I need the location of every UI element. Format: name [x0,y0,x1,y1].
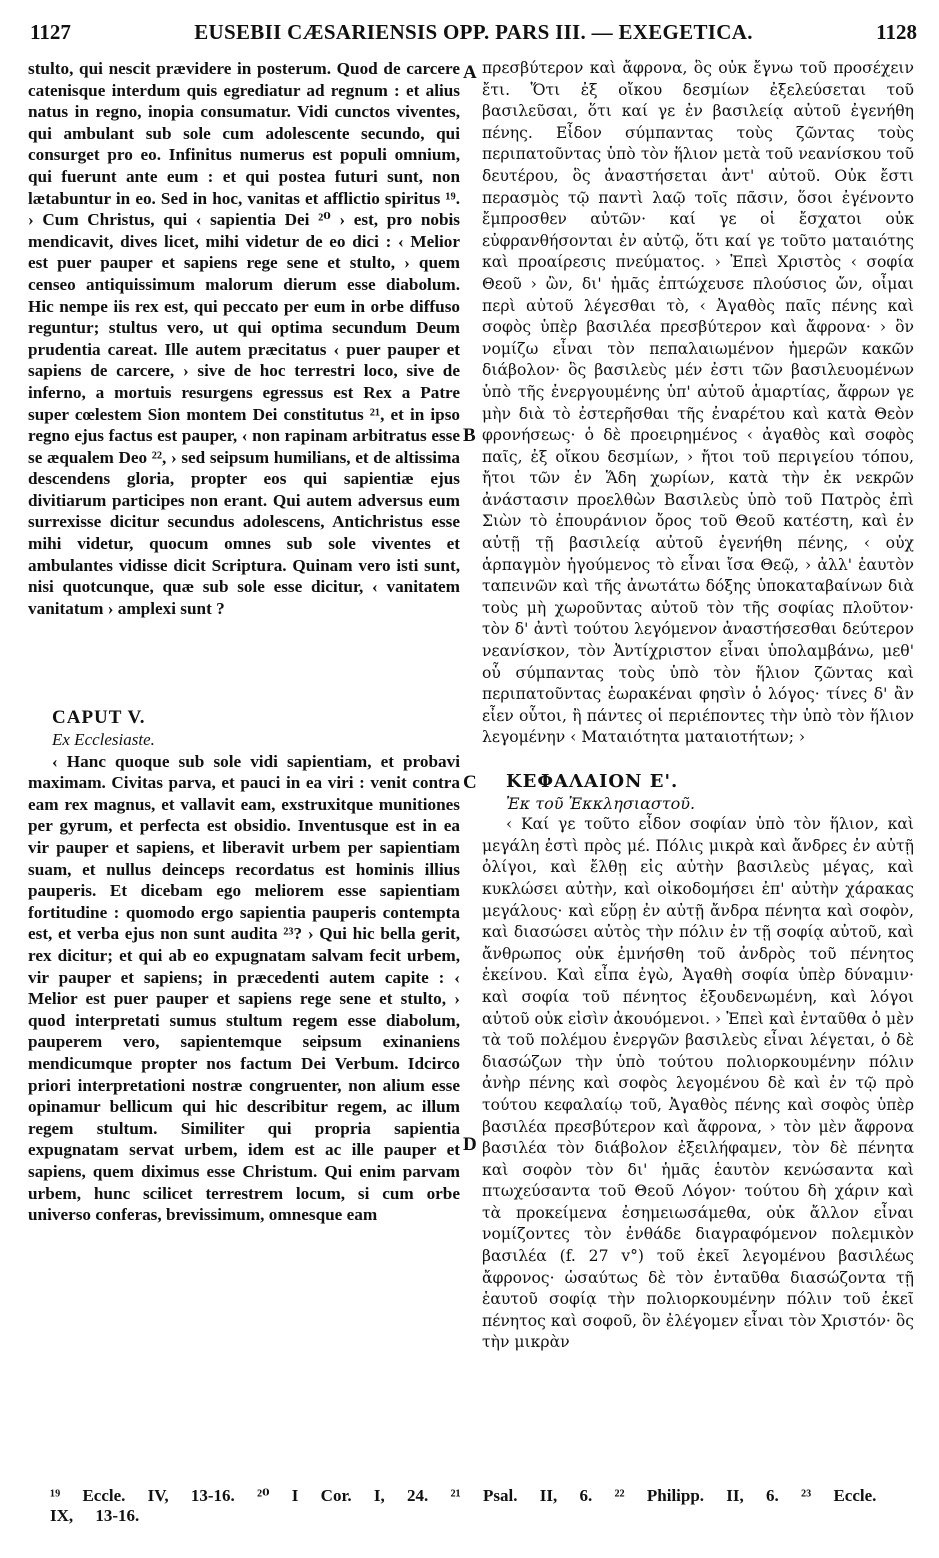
footnotes: ¹⁹ Eccle. IV, 13-16. ²⁰ I Cor. I, 24. ²¹ Psal. II, 6. ²² Philipp. II, 6. ²³ Eccle. IX, 13-16. [50,1486,877,1525]
latin-spacer [28,619,460,707]
page-number-left: 1127 [30,20,71,44]
margin-marker-c: C [463,772,477,793]
greek-paragraph-2: ‹ Καί γε τοῦτο εἶδον σοφίαν ὑπὸ τὸν ἥλιον, καὶ μεγάλη ἐστὶ πρὸς μέ. Πόλις μικρὰ καὶ ἄνδρες ἐν αὐτῇ ὀλίγοι, καὶ ἔλθῃ εἰς αὐτὴν βασιλεὺς μέγας, καὶ κυκλώσει αὐτὴν, καὶ οἰκοδομήσει ἐπ' αὐτὴν χάρακας μεγάλους· καὶ εὕρῃ ἐν αὐτῇ ἄνδρα πένητα καὶ σοφὸν, καὶ διασώσει αὐτὸς τὴν πόλιν ἐν τῇ σοφίᾳ αὐτοῦ, καὶ ἄνθρωπος οὐκ ἐμνήσθη τοῦ ἀνδρὸς τοῦ πένητος ἐκείνου. Καὶ εἶπα ἐγὼ, Ἀγαθὴ σοφία ὑπὲρ δύναμιν· καὶ σοφία τοῦ πένητος ἐξουδενωμένη, καὶ λόγοι αὐτοῦ οὐκ εἰσὶν ἀκουόμενοι. › Ἐπεὶ καὶ ἐνταῦθα ὁ μὲν τὰ τοῦ πολέμου ἐνεργῶν βασιλεὺς εἶναι λέγεται, ὁ δὲ διασώζων τὴν ὑπὸ τούτου πολιορκουμένην πόλιν ἀνὴρ πένης καὶ σοφὸς λεγομένου δὲ καὶ ἐν τῷ πρὸ τούτου κεφαλαίῳ τοῦ, Ἀγαθὸς πένης καὶ σοφὸς ὑπὲρ βασιλέα πρεσβύτερον καὶ ἄφρονα, › τὸν μὲν ἄφρονα βασιλέα τὸν διάβολον ἐξειλήφαμεν, τὸν δὲ πένητα καὶ σοφὸν τὸν δι' ἡμᾶς ἑαυτὸν κενώσαντα καὶ πτωχεύσαντα τοῦ Θεοῦ Λόγον· τούτου δὴ χάριν καὶ τὰ προκείμενα ἐσημειωσάμεθα, οὐκ ἄλλον εἶναι νομίζοντες τὸν ἐνθάδε διαγραφόμενον πολεμικὸν βασιλέα (f. 27 v°) τοῦ ἐκεῖ λεγομένου βασιλέως ἄφρονος· ὡσαύτως δὲ τὸν ἐνταῦθα διασώζοντα τῇ ἑαυτοῦ σοφίᾳ τὴν πολιορκουμένην πόλιν τοῦ ἐκεῖ πένητος καὶ σοφοῦ, ὃν ἐλέγομεν εἶναι τὸν Χριστόν· ὃς τὴν μικρὰν [482,815,914,1352]
greek-spacer [482,749,914,771]
latin-column [28,58,460,1226]
greek-column [482,58,914,1354]
page-header [30,20,917,50]
latin-paragraph-1: stulto, qui nescit prævidere in posterum. Quod de carcere catenisque interdum quis egrediatur ad regnum : et alius natus in regno, inopia consumatur. Vidi cunctos viventes, qui ambulant sub sole cum adolescente secundo, qui consurget pro eo. Infinitus numerus est populi omnium, qui fuerunt ante eum : et qui postea futuri sunt, non lætabuntur in eo. Sed in hoc, vanitas et afflictio spiritus ¹⁹. › Cum Christus, qui ‹ sapientia Dei ²⁰ › est, pro nobis mendicavit, dives licet, mihi videtur de eo dici : ‹ Melior est puer pauper et sapiens rege sene et stulto, › quem censeo antiquissimum malorum dierum esse diabolum. Hic nempe iis rex est, qui peccato per eum in orbe diffuso reguntur; stultus vero, ut qui optima secundum Deum prudentia careat. Ille autem præcitatus ‹ puer pauper et sapiens de carcere, › sive de hoc terrestri loco, sive de inferno, a mortuis resurgens egressus est Rex a Patre super cœlestem Sion montem Dei constitutus ²¹, et in ipso regno ejus factus est pauper, ‹ non rapinam arbitratus esse se æqualem Deo ²², › sed seipsum humilians, et de altissima descendens gloria, propter eos qui sapientiæ ejus divitiarum participes non erant. Qui autem adversus eum surrexisse dicitur secundus adolescens, Antichristus esse mihi videtur, quocum omnes sub sole viventes et ambulantes vidisse dicit Scriptura. Quinam vero isti sunt, nisi quotcunque, quæ sub sole esse dicitur, ‹ vanitatem vanitatum › amplexi sunt ? [28,59,460,618]
latin-chapter-subtitle: Ex Ecclesiaste. [52,730,155,750]
page-number-right: 1128 [876,20,917,44]
greek-paragraph-1: πρεσβύτερον καὶ ἄφρονα, ὃς οὐκ ἔγνω τοῦ προσέχειν ἔτι. Ὅτι ἐξ οἴκου δεσμίων ἐξελεύσεται τοῦ βασιλεῦσαι, ὅτι καί γε ἐν βασιλείᾳ αὐτοῦ ἐγενήθη πένης. Εἶδον σύμπαντας τοὺς ζῶντας τοὺς περιπατοῦντας ὑπὸ τὸν ἥλιον μετὰ τοῦ νεανίσκου τοῦ δευτέρου, ὃς ἀναστήσεται ἀντ' αὐτοῦ. Οὐκ ἔστι περασμὸς τῷ παντὶ λαῷ τοῖς πᾶσιν, ὅσοι ἐγένοντο ἔμπροσθεν αὐτῶν· καί γε οἱ ἔσχατοι οὐκ εὐφρανθήσονται ἐν αὐτῷ, ὅτι καί γε τοῦτο ματαιότης καὶ προαίρεσις πνεύματος. › Ἐπεὶ Χριστὸς ‹ σοφία Θεοῦ › ὢν, δι' ἡμᾶς ἐπτώχευσε πλούσιος ὤν, οἶμαι περὶ αὐτοῦ λέγεσθαι τὸ, ‹ Ἀγαθὸς παῖς πένης καὶ σοφὸς ὑπὲρ βασιλέα πρεσβύτερον καὶ ἄφρονα· › ὃν νομίζω εἶναι τὸν πεπαλαιωμένον ἡμερῶν κακῶν διάβολον· ὃς βασιλεὺς μέν ἐστι τῶν βασιλευομένων ὑπὸ τῆς ἐνεργουμένης ὑπ' αὐτοῦ ἁμαρτίας, ἄφρων γε μὴν διὰ τὸ ἐστερῆσθαι τῆς ἐναρέτου καὶ κατὰ Θεὸν φρονήσεως· ὁ δὲ προειρημένος ‹ ἀγαθὸς καὶ σοφὸς παῖς, ἐξ οἴκου δεσμίων, › ἤτοι τοῦ περιγείου τόπου, ἤτοι τῶν ἐν Ἅδη χωρίων, κατὰ τὴν ἐκ νεκρῶν ἀνάστασιν προελθὼν Βασιλεὺς ὑπὸ τοῦ Πατρὸς ἐπὶ Σιὼν τὸ ἐπουράνιον ὄρος τοῦ Θεοῦ κατέστη, καὶ ἐν αὐτῇ τῇ βασιλείᾳ αὐτοῦ ἐγενήθη πένης, ‹ οὐχ ἁρπαγμὸν ἡγούμενος τὸ εἶναι ἴσα Θεῷ, › ἀλλ' ἑαυτὸν ταπεινῶν καὶ τῆς ἀνωτάτω δόξης ὑποκαταβαίνων διὰ τοὺς μὴ χωροῦντας αὐτοῦ τὸν τῆς σοφίας πλοῦτον· τὸν δ' ἀντὶ τούτου λεγόμενον ἀναστήσεσθαι δεύτερον νεανίσκον, τὸν Ἀντίχριστον εἶναι ὑπολαμβάνω, μεθ' οὗ σύμπαντας τοὺς ὑπὸ τὸν ἥλιον ζῶντας καὶ περιπατοῦντας ἑωρακέναι φησὶν ὁ λόγος· τίνες δ' ἂν εἶεν οὗτοι, ἢ πάντες οἱ περιέποντες τὴν ὑπὸ τὸν ἥλιον λεγομένην ‹ Ματαιότητα ματαιοτήτων; › [482,59,914,747]
greek-chapter-heading: ΚΕΦΑΛΑΙΟΝ Ε'. [506,771,679,792]
margin-marker-b: B [463,425,476,446]
running-title: EUSEBII CÆSARIENSIS OPP. PARS III. — EXEGETICA. [194,20,753,44]
margin-marker-a: A [463,62,477,83]
latin-paragraph-2: ‹ Hanc quoque sub sole vidi sapientiam, et probavi maximam. Civitas parva, et pauci in ea viri : venit contra eam rex magnus, et vallavit eam, exstruxitque munitiones per gyrum, et perfecta est obsidio. Inventusque est in ea vir pauper et sapiens, et liberavit urbem per sapientiam suam, et nullus deinceps recordatus est hominis illius pauperis. Et dicebam ego meliorem esse sapientiam fortitudine : quomodo ergo sapientia pauperis contempta est, et verba ejus non sunt audita ²³? › Qui hic bella gerit, rex dicitur; et qui ab eo expugnatam salvam fecit urbem, vir pauper et sapiens; in præcedenti autem capite : ‹ Melior est puer pauper et sapiens rege sene et stulto, › quod interpretati sumus stultum regem esse diabolum, pauperem vero, sapientemque seipsum exinaniens mendicumque propter nos factum Dei Verbum. Idcirco priori interpretationi nostræ congruenter, non alium esse opinamur bellicum qui hic describitur regem, ac illum regem stultum. Similiter qui propria sapientia expugnatam servat urbem, idem est ac ille pauper et sapiens, quem diximus esse Christum. Qui enim parvam urbem, hunc scilicet terrestrem locum, si cum orbe universo conferas, brevissimum, omnesque eam [28,751,460,1225]
latin-chapter-heading: CAPUT V. [52,707,146,729]
greek-chapter-subtitle: Ἐκ τοῦ Ἐκκλησιαστοῦ. [506,793,696,813]
margin-marker-d: D [463,1134,477,1155]
